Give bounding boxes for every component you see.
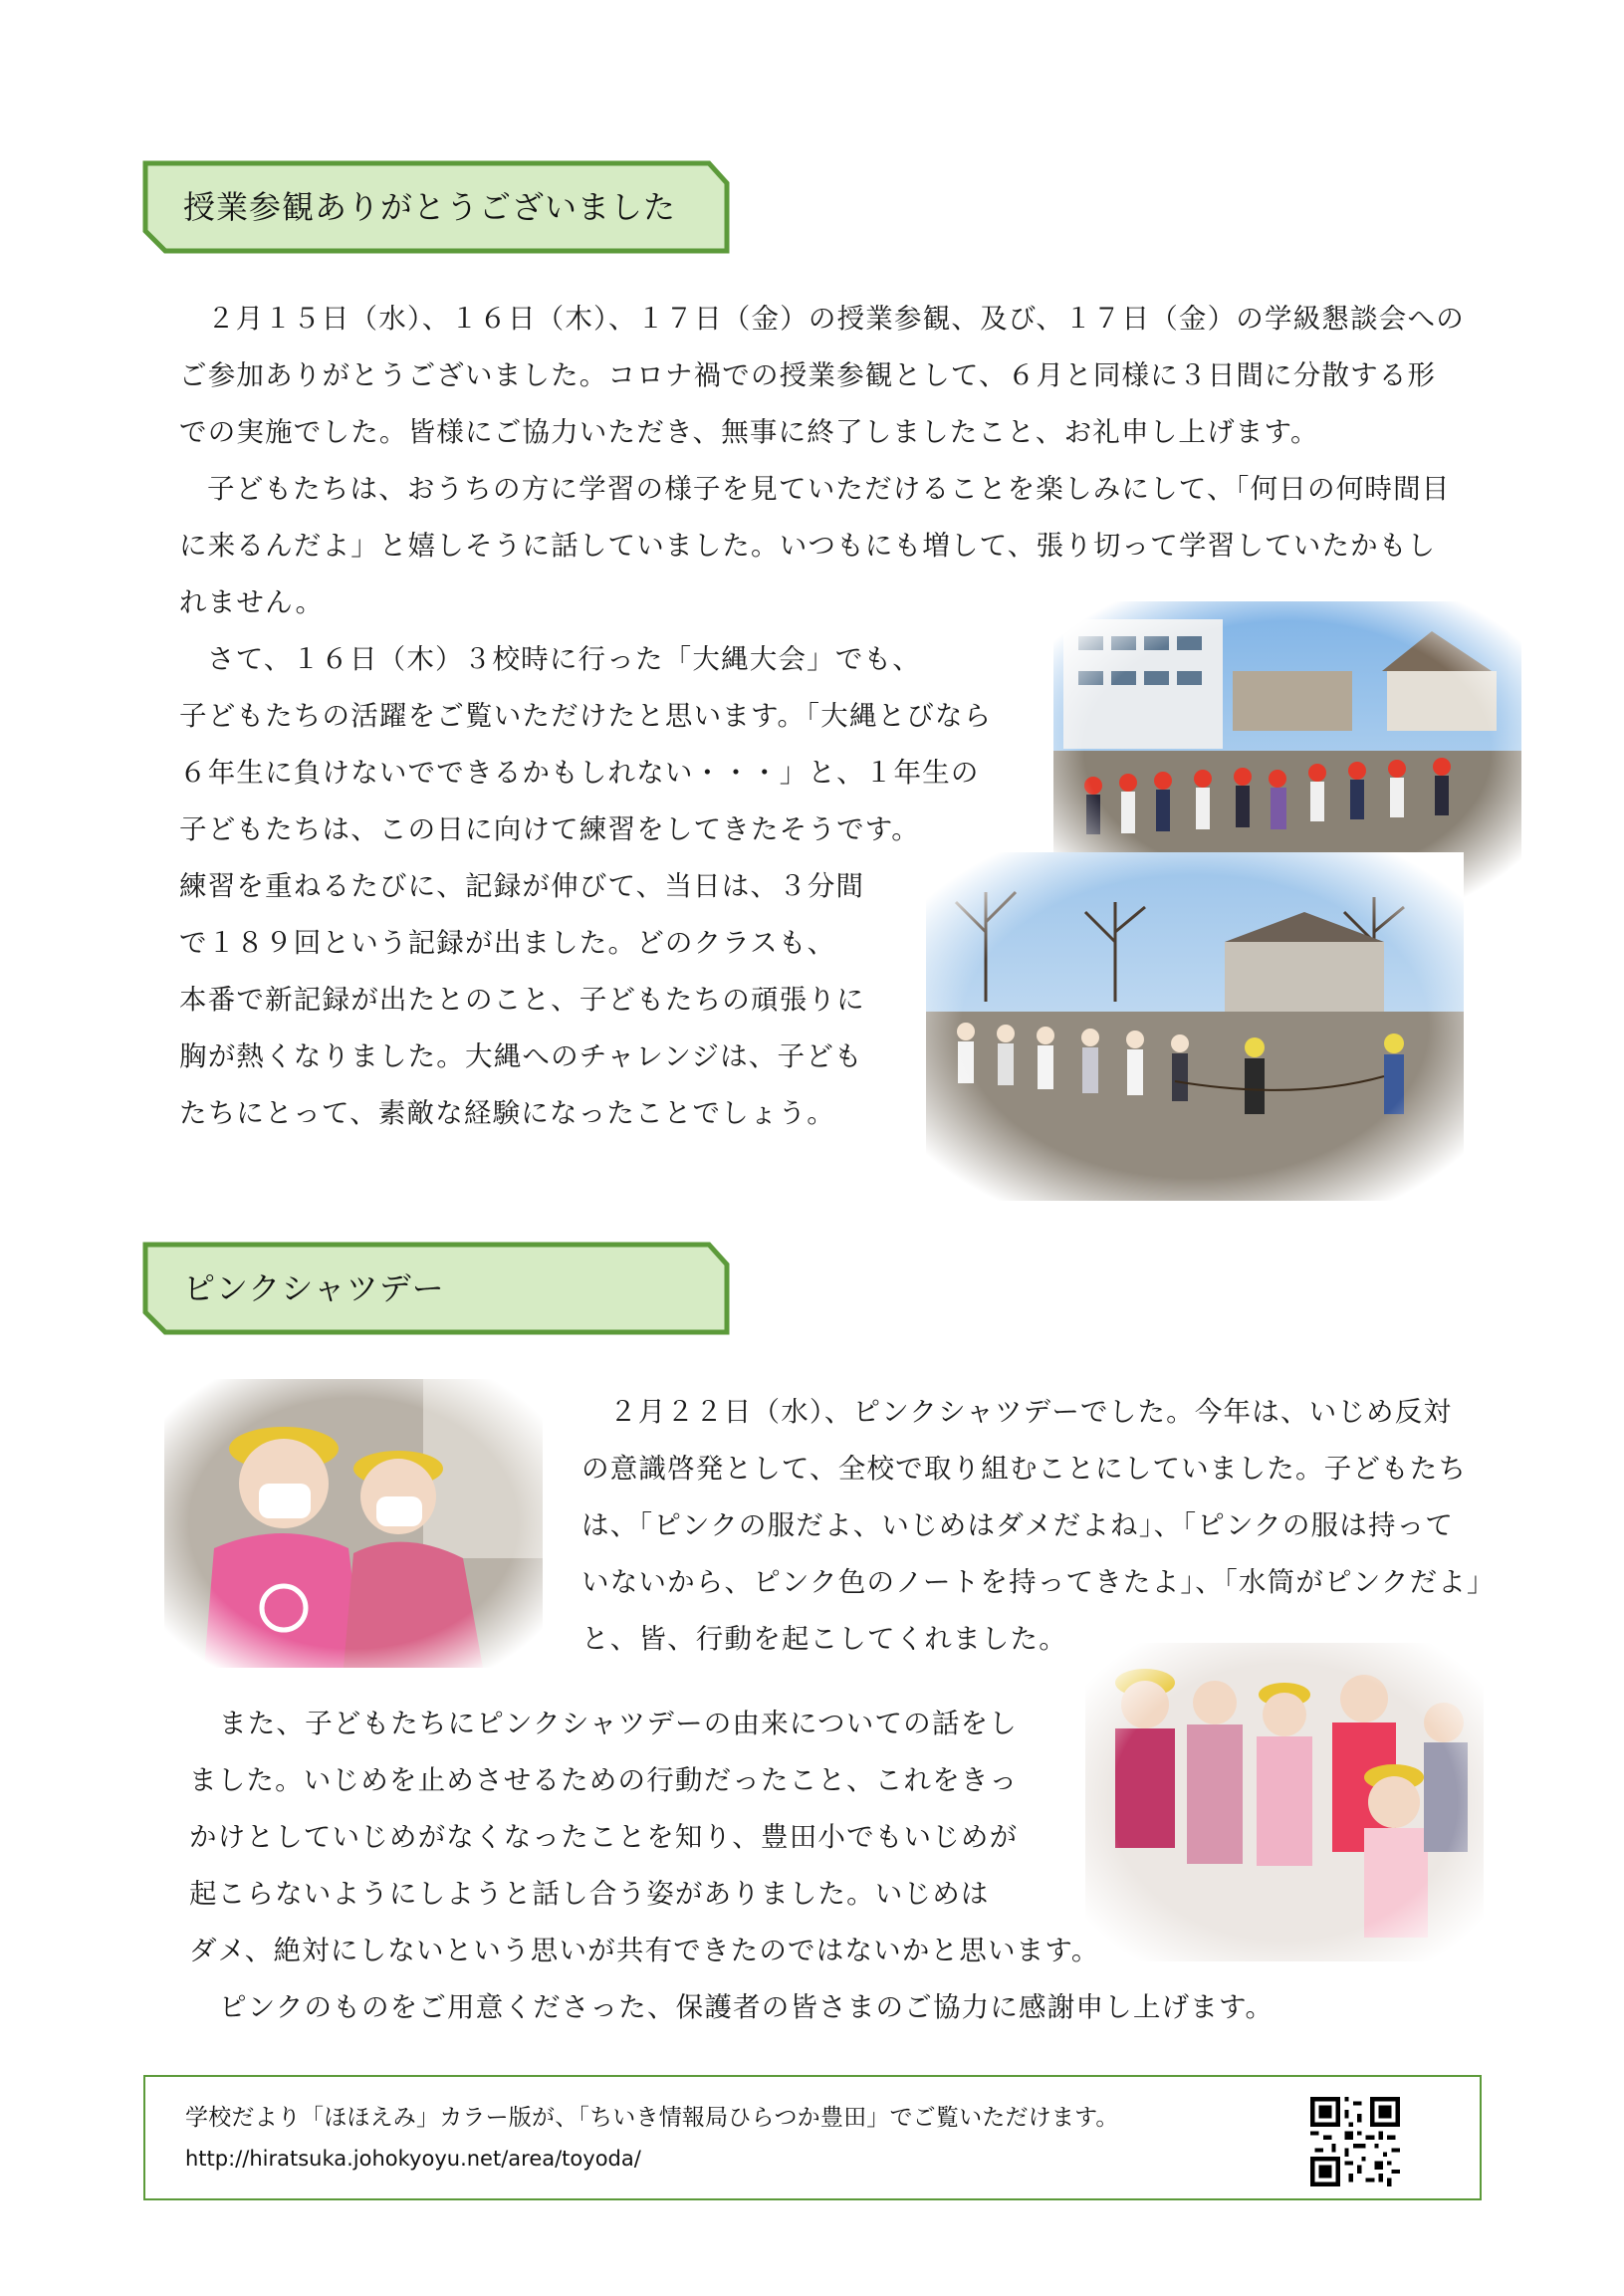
paragraph-line: ２月２２日（水）、ピンクシャツデーでした。今年は、いじめ反対 (609, 1396, 1453, 1428)
paragraph-line: の意識啓発として、全校で取り組むことにしていました。子どもたち (581, 1453, 1468, 1485)
footer-url-link[interactable]: http://hiratsuka.johokyoyu.net/area/toyoda/ (185, 2147, 641, 2171)
paragraph-line: ２月１５日（水）、１６日（木）、１７日（金）の授業参観、及び、１７日（金）の学級懇談会への (207, 303, 1465, 335)
paragraph-line: さて、１６日（木）３校時に行った「大縄大会」でも、 (207, 643, 921, 675)
paragraph-line: と、皆、行動を起こしてくれました。 (581, 1623, 1067, 1655)
paragraph-line: ご参加ありがとうございました。コロナ禍での授業参観として、６月と同様に３日間に分散する形 (179, 359, 1437, 391)
paragraph-line: 子どもたちの活躍をご覧いただけたと思います。「大縄とびなら (179, 700, 993, 732)
paragraph-line: また、子どもたちにピンクシャツデーの由来についての話をし (219, 1708, 1018, 1739)
pink-shirt-children-photo-2 (1085, 1643, 1484, 1961)
paragraph-line: 胸が熱くなりました。大縄へのチャレンジは、子ども (179, 1040, 863, 1072)
paragraph-line: 練習を重ねるたびに、記録が伸びて、当日は、３分間 (179, 870, 865, 902)
school-jump-rope-photo-2 (926, 852, 1464, 1201)
paragraph-line: で１８９回という記録が出ました。どのクラスも、 (179, 927, 836, 959)
paragraph-line: たちにとって、素敵な経験になったことでしょう。 (179, 1097, 835, 1129)
paragraph-line: 子どもたちは、おうちの方に学習の様子を見ていただけることを楽しみにして、「何日の何時間目 (207, 473, 1451, 505)
paragraph-line: れません。 (179, 586, 325, 618)
paragraph-line: に来るんだよ」と嬉しそうに話していました。いつもにも増して、張り切って学習していたかもし (179, 530, 1437, 562)
section-heading-pink-shirt-day (141, 1241, 731, 1336)
section-heading-text: 授業参観ありがとうございました (183, 188, 677, 226)
paragraph-line: での実施でした。皆様にご協力いただき、無事に終了しましたこと、お礼申し上げます。 (179, 416, 1319, 448)
footer-notice-text: 学校だより「ほほえみ」カラー版が、「ちいき情報局ひらつか豊田」でご覧いただけます。 (185, 2105, 1119, 2131)
pink-shirt-children-photo-1 (164, 1379, 543, 1668)
paragraph-line: 起こらないようにしようと話し合う姿がありました。いじめは (189, 1878, 990, 1910)
paragraph-line: ダメ、絶対にしないという思いが共有できたのではないかと思います。 (189, 1935, 1100, 1966)
paragraph-line: かけとしていじめがなくなったことを知り、豊田小でもいじめが (189, 1821, 1019, 1853)
section-heading-class-visit (141, 159, 731, 255)
paragraph-line: ６年生に負けないでできるかもしれない・・・」と、１年生の (179, 757, 980, 789)
paragraph-line: は、「ピンクの服だよ、いじめはダメだよね」、「ピンクの服は持って (581, 1509, 1455, 1541)
footer-info-box (143, 2075, 1482, 2200)
paragraph-line: いないから、ピンク色のノートを持ってきたよ」、「水筒がピンクだよ」 (581, 1566, 1496, 1598)
paragraph-line: 子どもたちは、この日に向けて練習をしてきたそうです。 (179, 813, 920, 845)
paragraph-line: ました。いじめを止めさせるための行動だったこと、これをきっ (189, 1764, 1019, 1796)
qr-code (1310, 2097, 1400, 2186)
section-heading-text: ピンクシャツデー (183, 1269, 445, 1307)
paragraph-line: ピンクのものをご用意くださった、保護者の皆さまのご協力に感謝申し上げます。 (219, 1991, 1275, 2023)
paragraph-line: 本番で新記録が出たとのこと、子どもたちの頑張りに (179, 984, 865, 1016)
